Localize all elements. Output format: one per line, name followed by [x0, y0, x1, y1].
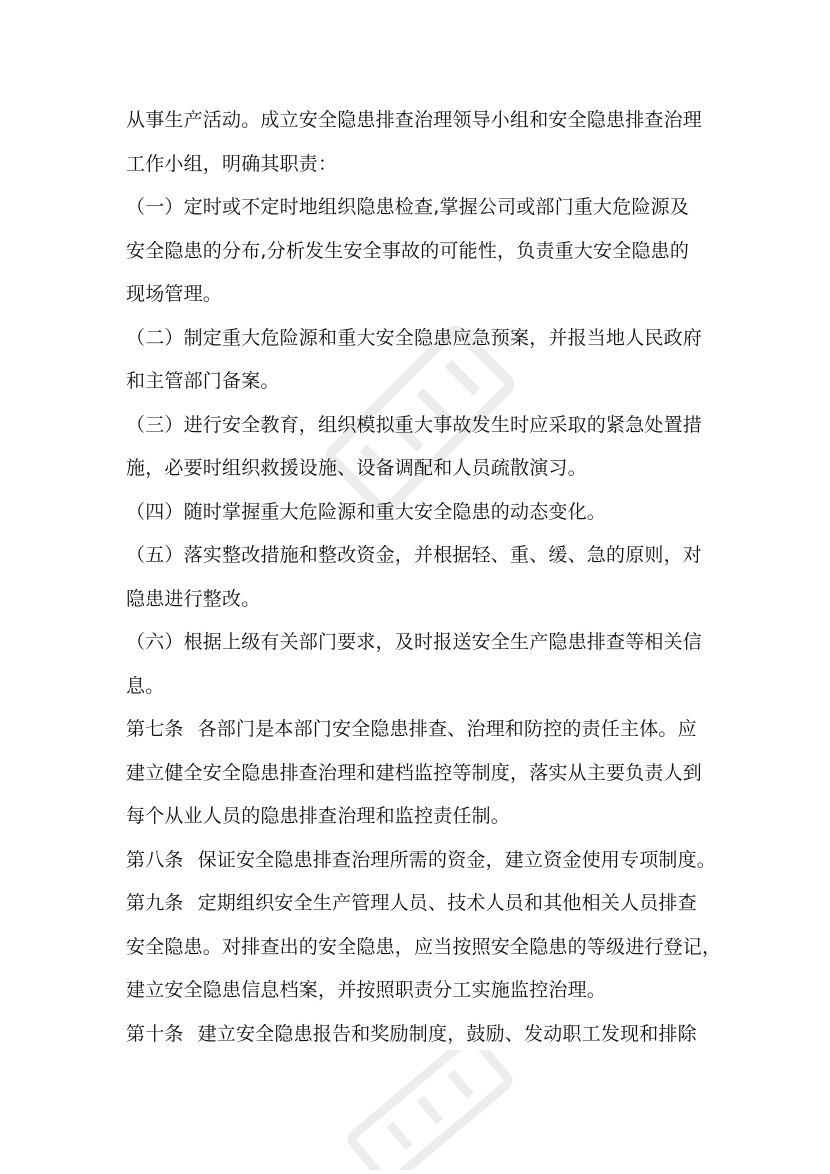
article-7-text: 各部门是本部门安全隐患排查、治理和防控的责任主体。应 [197, 718, 697, 740]
paragraph-line: （四）随时掌握重大危险源和重大安全隐患的动态变化。 [126, 500, 607, 523]
paragraph-line: 工作小组，明确其职责： [126, 152, 338, 175]
article-7-label: 第七条 [126, 718, 184, 740]
article-7-line-2: 建立健全安全隐患排查治理和建档监控等制度，落实从主要负责人到 [126, 761, 703, 784]
paragraph-line: 隐患进行整改。 [126, 587, 261, 610]
article-9-line-1 [126, 882, 726, 926]
paragraph-line: 安全隐患的分布,分析发生安全事故的可能性，负责重大安全隐患的 [126, 239, 690, 262]
paragraph-line: （三）进行安全教育，组织模拟重大事故发生时应采取的紧急处置措 [126, 413, 703, 436]
paragraph-line: （五）落实整改措施和整改资金，并根据轻、重、缓、急的原则，对 [126, 544, 703, 566]
article-8-line-1 [126, 839, 726, 883]
article-10-line-1 [126, 1013, 726, 1057]
article-9-line-2: 安全隐患。对排查出的安全隐患，应当按照安全隐患的等级进行登记， [126, 935, 722, 958]
paragraph-line: 从事生产活动。成立安全隐患排查治理领导小组和安全隐患排查治理 [126, 109, 703, 131]
watermark-logo-bottom [330, 1050, 530, 1170]
article-7-line-3: 每个从业人员的隐患排查治理和监控责任制。 [126, 805, 511, 827]
article-8-label: 第八条 [126, 848, 184, 871]
paragraph-line: （六）根据上级有关部门要求，及时报送安全生产隐患排查等相关信 [126, 631, 703, 653]
article-10-label: 第十条 [126, 1022, 184, 1045]
article-9-line-3: 建立安全隐患信息档案，并按照职责分工实施监控治理。 [126, 979, 607, 1001]
article-8-text: 保证安全隐患排查治理所需的资金，建立资金使用专项制度。 [197, 848, 717, 871]
article-10-text: 建立安全隐患报告和奖励制度，鼓励、发动职工发现和排除 [197, 1022, 697, 1045]
article-9-label: 第九条 [126, 892, 184, 914]
paragraph-line: 和主管部门备案。 [126, 370, 280, 392]
paragraph-line: 施，必要时组织救援设施、设备调配和人员疏散演习。 [126, 457, 587, 479]
article-7-line-1 [126, 708, 726, 752]
paragraph-line: 息。 [126, 674, 165, 697]
paragraph-line: 现场管理。 [126, 283, 223, 305]
paragraph-line: （一）定时或不定时地组织隐患检查,掌握公司或部门重大危险源及 [126, 196, 690, 218]
document-body [126, 99, 726, 1056]
article-9-text: 定期组织安全生产管理人员、技术人员和其他相关人员排查 [197, 892, 697, 914]
paragraph-line: （二）制定重大危险源和重大安全隐患应急预案，并报当地人民政府 [126, 326, 703, 349]
